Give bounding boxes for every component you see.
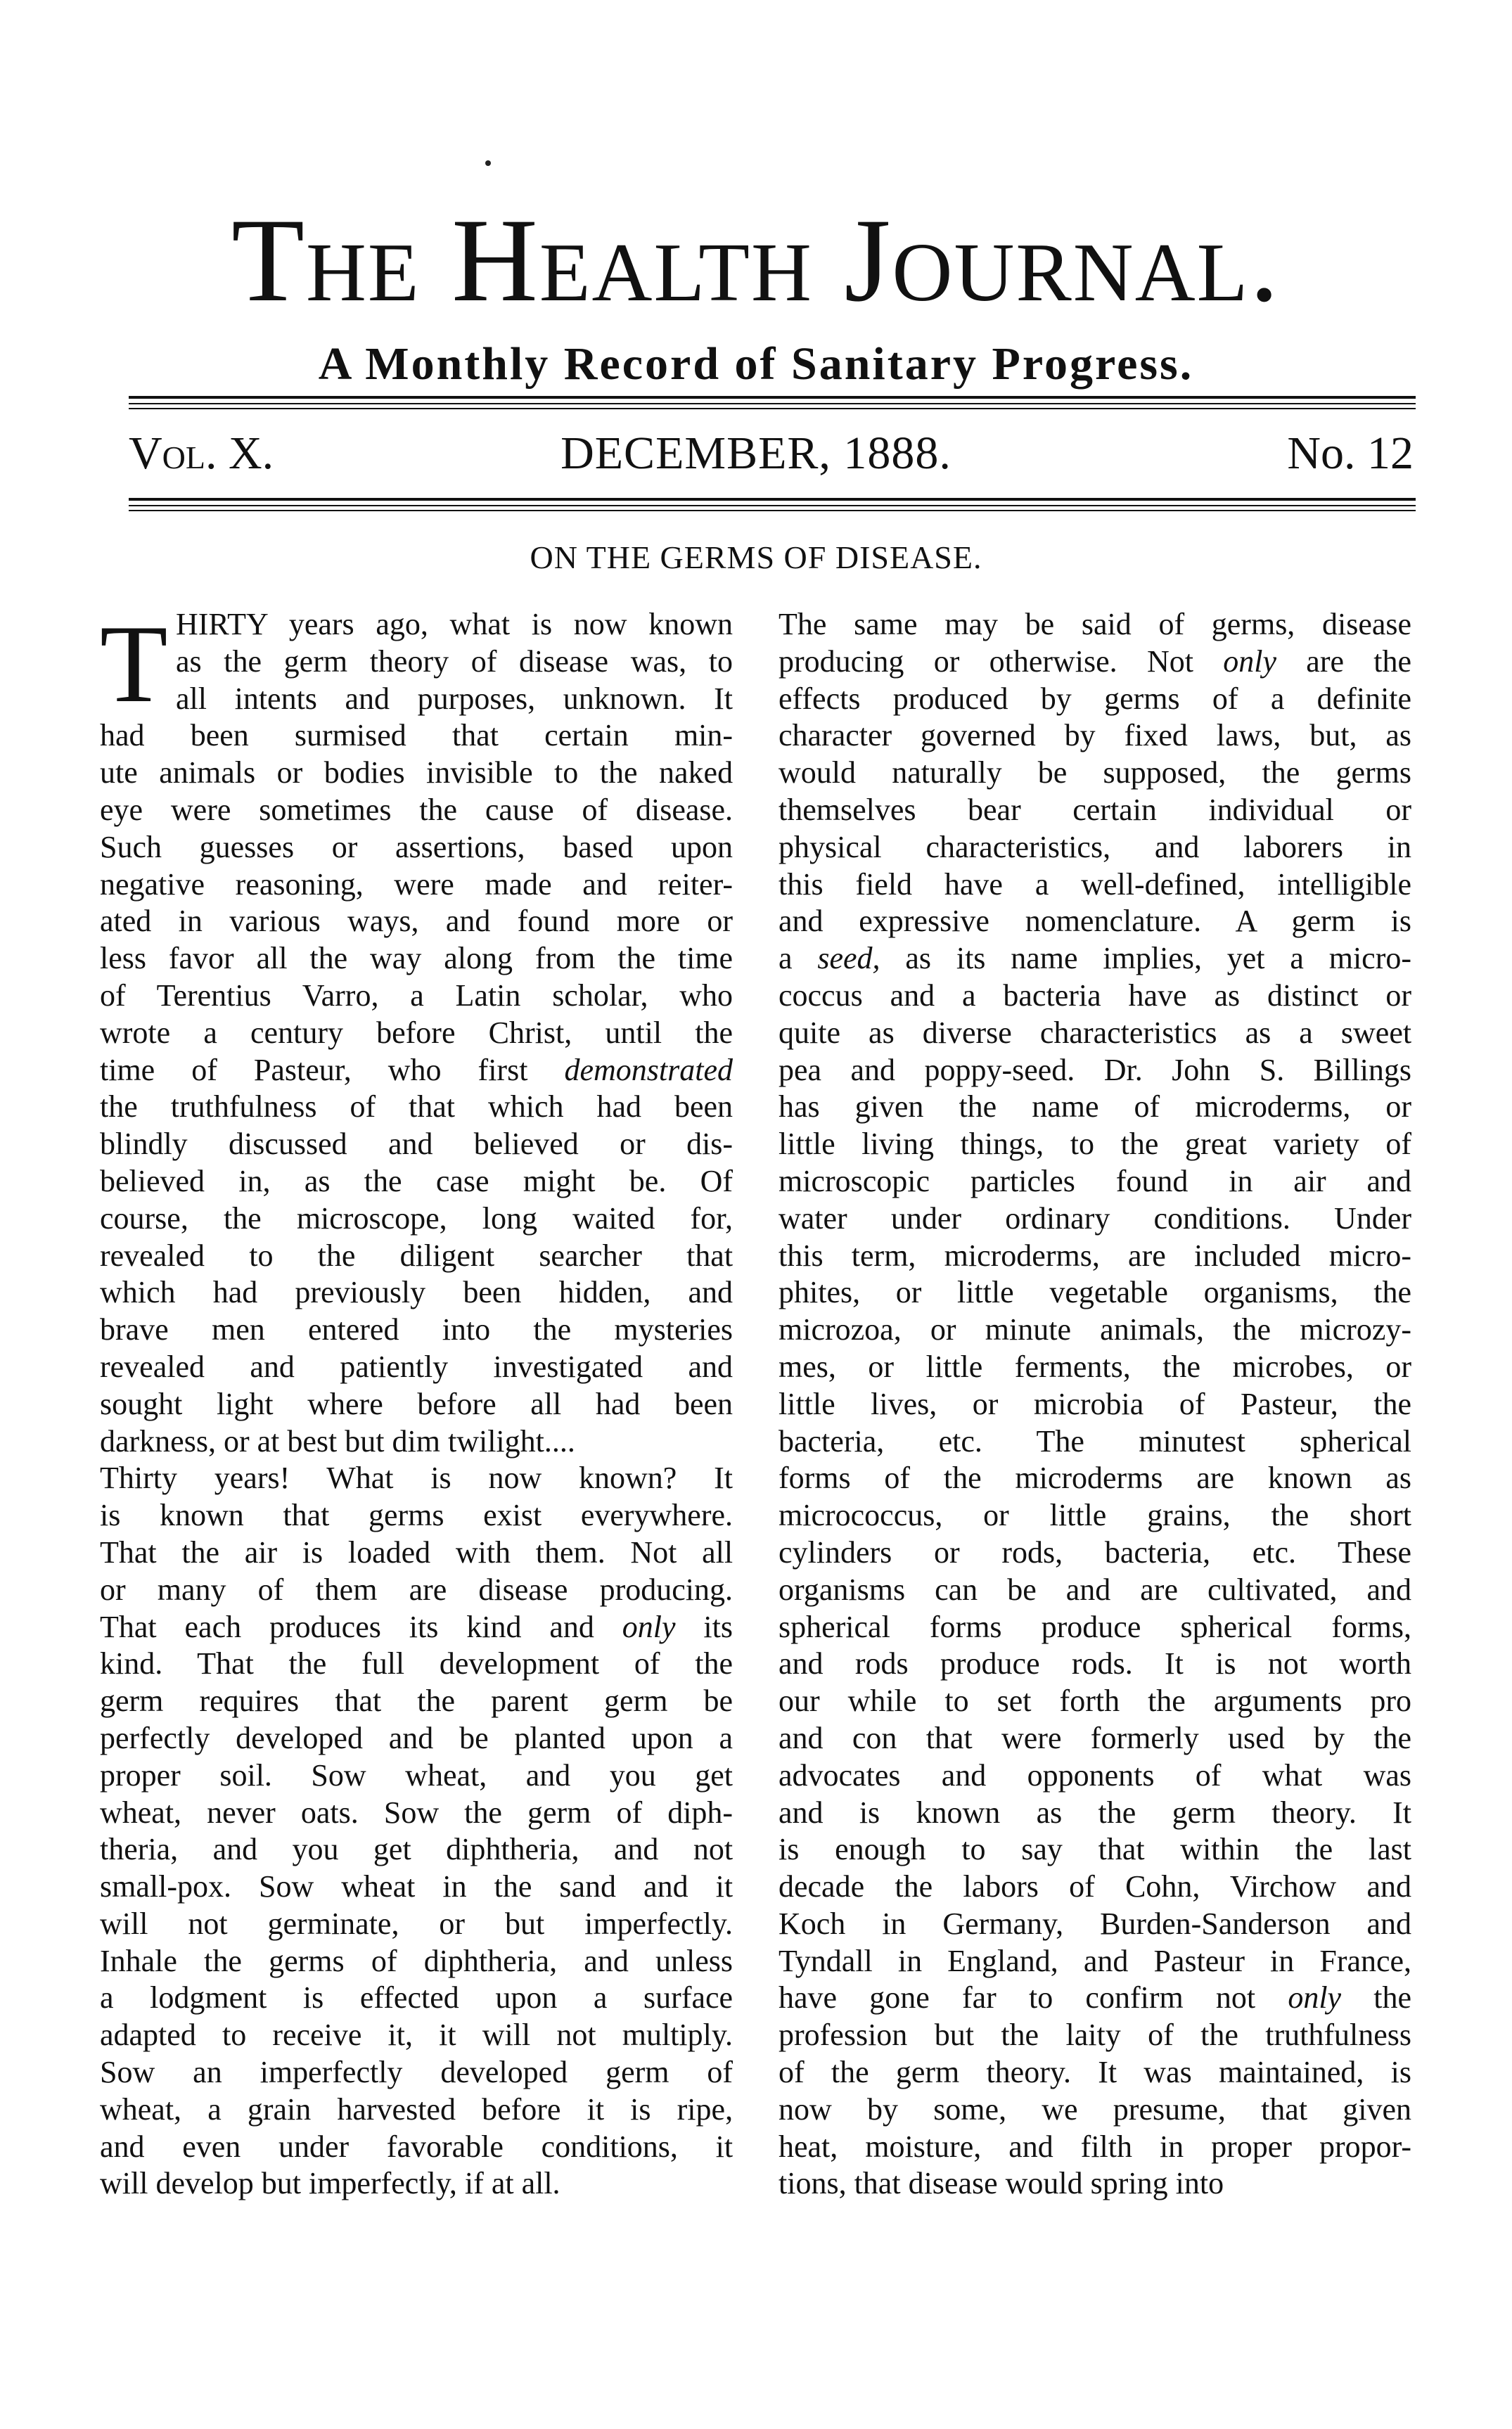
text-line: microzoa, or minute animals, the microzy-	[779, 1312, 1411, 1347]
text-line: will not germinate, or but imperfectly.	[100, 1906, 733, 1941]
text-line: Inhale the germs of diphtheria, and unless	[100, 1943, 733, 1978]
text-line: phites, or little vegetable organisms, the	[779, 1275, 1411, 1310]
text-line: which had previously been hidden, and	[100, 1275, 733, 1310]
text-line: Such guesses or assertions, based upon	[100, 829, 733, 864]
text-line: course, the microscope, long waited for,	[100, 1200, 733, 1236]
text-line: heat, moisture, and filth in proper propor-	[779, 2129, 1411, 2164]
text-line: would naturally be supposed, the germs	[779, 755, 1411, 790]
text-line: believed in, as the case might be. Of	[100, 1163, 733, 1198]
text-line: effects produced by germs of a definite	[779, 681, 1411, 716]
text-line: less favor all the way along from the time	[100, 941, 733, 976]
text-line: cylinders or rods, bacteria, etc. These	[779, 1534, 1411, 1570]
text-line: of the germ theory. It was maintained, is	[779, 2055, 1411, 2090]
text-line: had been surmised that certain min-	[100, 718, 733, 753]
text-line: and expressive nomenclature. A germ is	[779, 904, 1411, 939]
text-line: That the air is loaded with them. Not all	[100, 1534, 733, 1570]
text-line: Thirty years! What is now known? It	[100, 1461, 733, 1496]
text-line: ated in various ways, and found more or	[100, 904, 733, 939]
text-line: and con that were formerly used by the	[779, 1720, 1411, 1755]
text-line: brave men entered into the mysteries	[100, 1312, 733, 1347]
text-line: the truthfulness of that which had been	[100, 1089, 733, 1124]
text-line: blindly discussed and believed or dis-	[100, 1127, 733, 1162]
text-line: That each produces its kind and only its	[100, 1609, 733, 1644]
text-line: germ requires that the parent germ be	[100, 1684, 733, 1719]
text-line: Sow an imperfectly developed germ of	[100, 2055, 733, 2090]
text-line: theria, and you get diphtheria, and not	[100, 1832, 733, 1867]
text-line: little lives, or microbia of Pasteur, the	[779, 1386, 1411, 1421]
text-line: our while to set forth the arguments pro	[779, 1684, 1411, 1719]
article-column-right	[779, 606, 1411, 2203]
text-line: ute animals or bodies invisible to the naked	[100, 755, 733, 790]
text-line: this term, microderms, are included micro-	[779, 1238, 1411, 1273]
issue-date: DECEMBER, 1888.	[560, 428, 952, 479]
margin-speck	[485, 160, 491, 166]
drop-cap: T	[100, 603, 168, 726]
text-line: this field have a well-defined, intelligible	[779, 866, 1411, 902]
text-line: bacteria, etc. The minutest spherical	[779, 1423, 1411, 1459]
text-line: as the germ theory of disease was, to	[176, 643, 733, 679]
text-line: perfectly developed and be planted upon a	[100, 1720, 733, 1755]
right-column-text	[779, 606, 1411, 2203]
text-line: decade the labors of Cohn, Virchow and	[779, 1869, 1411, 1904]
text-line: profession but the laity of the truthfulness	[779, 2018, 1411, 2053]
text-line: wheat, a grain harvested before it is ripe,	[100, 2091, 733, 2127]
text-line: sought light where before all had been	[100, 1386, 733, 1421]
text-line: all intents and purposes, unknown. It	[176, 681, 733, 716]
text-line: time of Pasteur, who first demonstrated	[100, 1052, 733, 1087]
masthead-rule	[129, 403, 1416, 404]
text-line: and is known as the germ theory. It	[779, 1795, 1411, 1830]
journal-subtitle: A Monthly Record of Sanitary Progress.	[318, 338, 1194, 390]
issue-number: No. 12	[1287, 428, 1414, 479]
text-line: is enough to say that within the last	[779, 1832, 1411, 1867]
text-line: kind. That the full development of the	[100, 1646, 733, 1681]
issue-rule	[129, 510, 1416, 511]
text-line: a seed, as its name implies, yet a micro-	[779, 941, 1411, 976]
article-title: ON THE GERMS OF DISEASE.	[530, 539, 982, 575]
issue-rule	[129, 498, 1416, 501]
text-line: darkness, or at best but dim twilight....	[100, 1423, 575, 1459]
text-line: organisms can be and are cultivated, and	[779, 1572, 1411, 1607]
text-line: water under ordinary conditions. Under	[779, 1200, 1411, 1236]
issue-rule	[129, 505, 1416, 506]
text-line: eye were sometimes the cause of disease.	[100, 792, 733, 827]
text-line: and even under favorable conditions, it	[100, 2129, 733, 2164]
text-line: wrote a century before Christ, until the	[100, 1015, 733, 1050]
text-line: microscopic particles found in air and	[779, 1163, 1411, 1198]
text-line: will develop but imperfectly, if at all.	[100, 2166, 560, 2201]
left-column-text	[100, 717, 733, 2203]
journal-title: The Health Journal.	[231, 194, 1281, 326]
text-line: revealed and patiently investigated and	[100, 1349, 733, 1384]
text-line: or many of them are disease producing.	[100, 1572, 733, 1607]
text-line: is known that germs exist everywhere.	[100, 1498, 733, 1533]
text-line: have gone far to confirm not only the	[779, 1980, 1411, 2015]
text-line: physical characteristics, and laborers in	[779, 829, 1411, 864]
text-line: revealed to the diligent searcher that	[100, 1238, 733, 1273]
text-line: of Terentius Varro, a Latin scholar, who	[100, 978, 733, 1013]
text-line: wheat, never oats. Sow the germ of diph-	[100, 1795, 733, 1830]
text-line: little living things, to the great variety of	[779, 1127, 1411, 1162]
text-line: proper soil. Sow wheat, and you get	[100, 1757, 733, 1793]
text-line: The same may be said of germs, disease	[779, 607, 1411, 641]
text-line: micrococcus, or little grains, the short	[779, 1498, 1411, 1533]
text-line: negative reasoning, were made and reiter-	[100, 866, 733, 902]
text-line: coccus and a bacteria have as distinct or	[779, 978, 1411, 1013]
text-line: mes, or little ferments, the microbes, or	[779, 1349, 1411, 1384]
text-line: and rods produce rods. It is not worth	[779, 1646, 1411, 1681]
text-line: spherical forms produce spherical forms,	[779, 1609, 1411, 1644]
dropcap-block	[100, 603, 733, 726]
text-line: now by some, we presume, that given	[779, 2091, 1411, 2127]
masthead-rule	[129, 396, 1416, 399]
text-line: producing or otherwise. Not only are the	[779, 643, 1411, 679]
text-line: a lodgment is effected upon a surface	[100, 1980, 733, 2015]
text-line: Tyndall in England, and Pasteur in France,	[779, 1943, 1411, 1978]
text-line: adapted to receive it, it will not multiply.	[100, 2018, 733, 2053]
article-column-left	[100, 603, 733, 2203]
text-line: HIRTY years ago, what is now known	[176, 607, 733, 641]
issue-volume: Vol. X.	[129, 428, 274, 479]
text-line: pea and poppy-seed. Dr. John S. Billings	[779, 1052, 1411, 1087]
text-line: quite as diverse characteristics as a sweet	[779, 1015, 1411, 1050]
dropcap-lines	[100, 606, 733, 717]
text-line: forms of the microderms are known as	[779, 1461, 1411, 1496]
text-line: tions, that disease would spring into	[779, 2166, 1224, 2201]
text-line: small-pox. Sow wheat in the sand and it	[100, 1869, 733, 1904]
text-line: advocates and opponents of what was	[779, 1757, 1411, 1793]
text-line: character governed by fixed laws, but, as	[779, 718, 1411, 753]
text-line: has given the name of microderms, or	[779, 1089, 1411, 1124]
masthead-rule	[129, 408, 1416, 409]
text-line: Koch in Germany, Burden-Sanderson and	[779, 1906, 1411, 1941]
text-line: themselves bear certain individual or	[779, 792, 1411, 827]
